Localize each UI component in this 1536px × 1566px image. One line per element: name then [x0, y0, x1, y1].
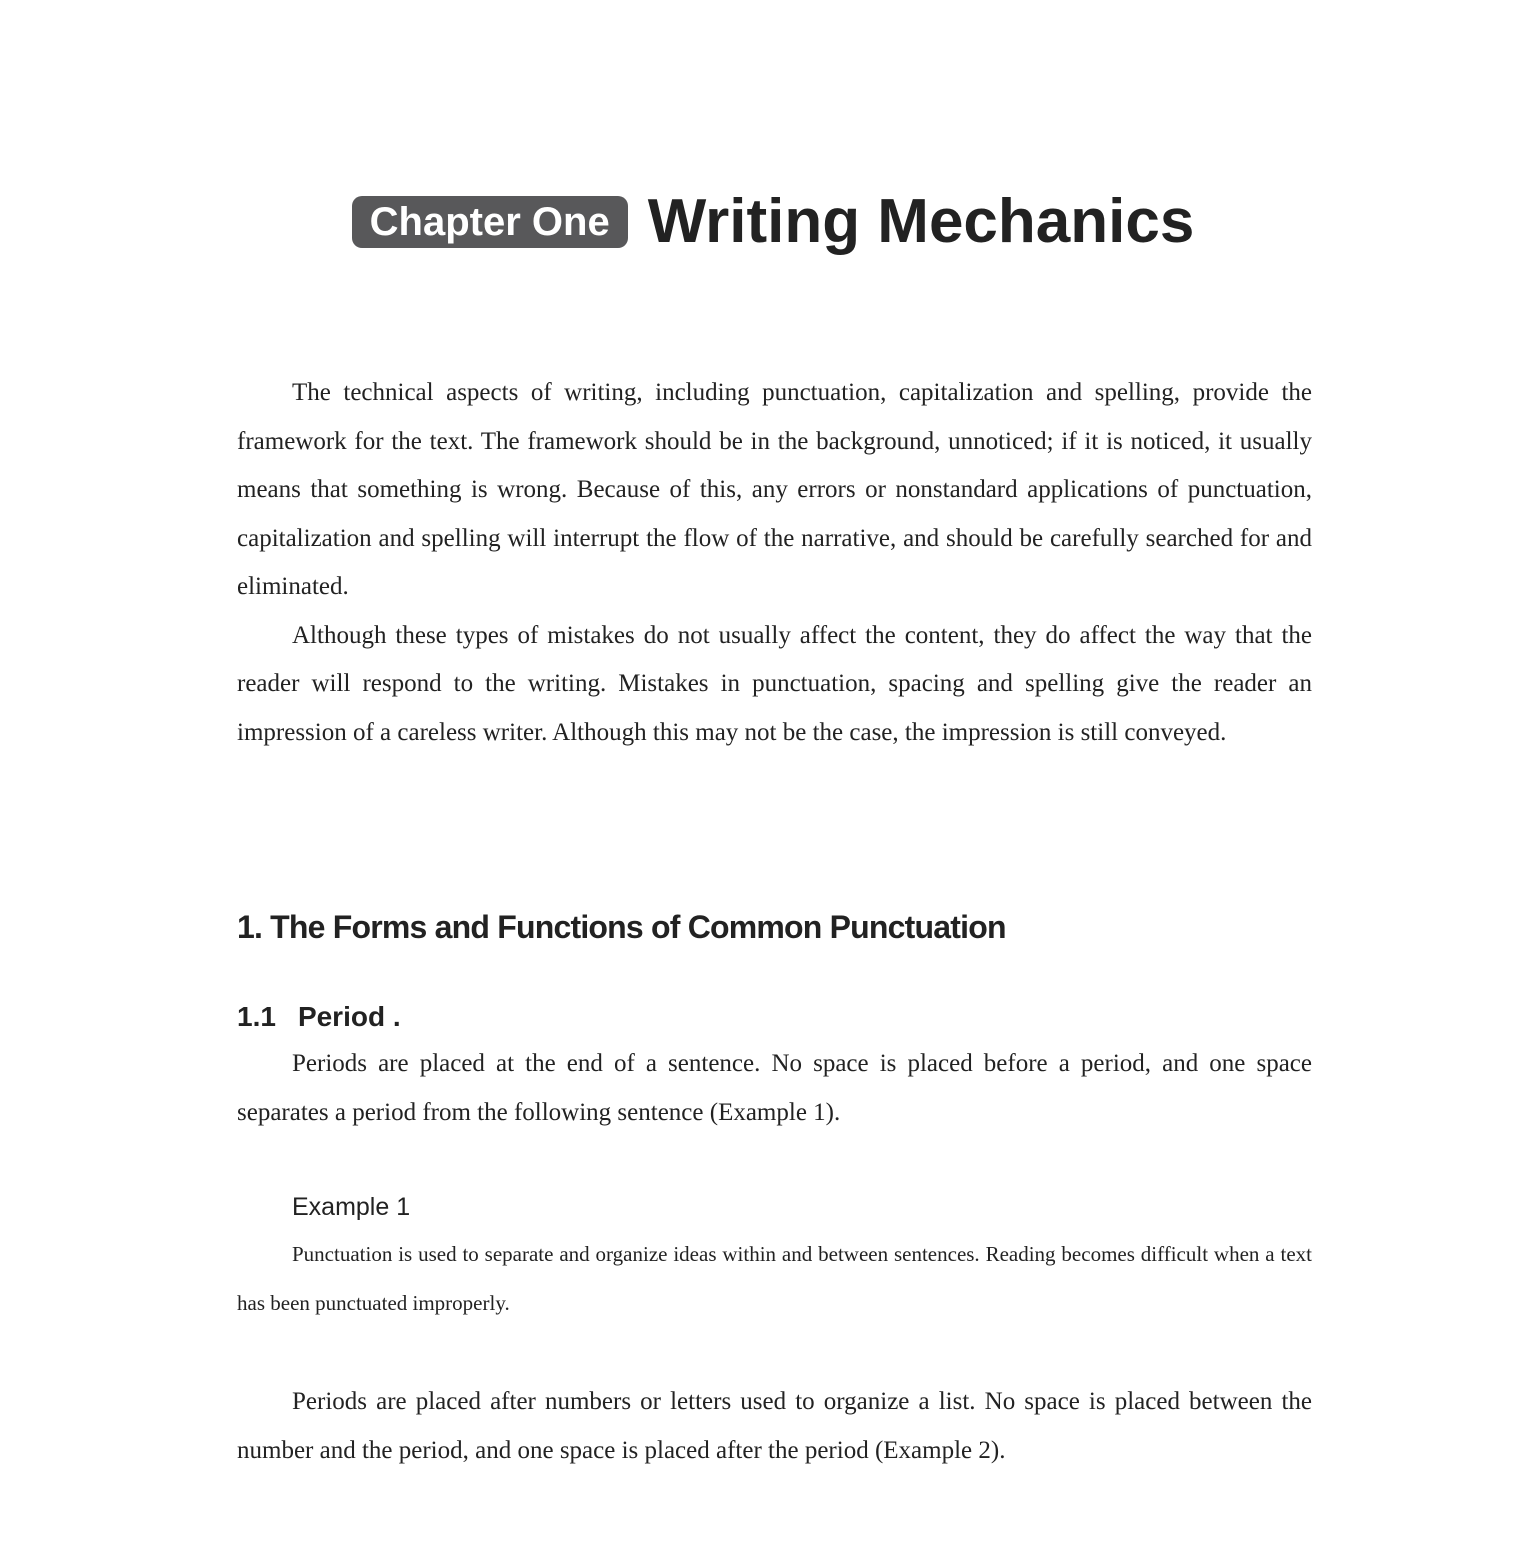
period-paragraph: Periods are placed at the end of a sentence. No space is placed before a period, and one space separates a period from the following sentence (Example 1). — [237, 1050, 1312, 1126]
intro-paragraph-2: Although these types of mistakes do not usually affect the content, they do affect the way that the reader will respond to the writing. Mistakes in punctuation, spacing and spelling give the reader an impression of a careless writer. Although this may not be the case, the impression is still conveyed. — [237, 621, 1312, 746]
period-section — [237, 1040, 1312, 1137]
example-text: Punctuation is used to separate and organize ideas within and between sentences. Reading becomes difficult when a text has been punctuated improperly. — [237, 1242, 1312, 1315]
chapter-heading — [0, 186, 1536, 258]
list-paragraph: Periods are placed after numbers or letters used to organize a list. No space is placed between the number and the period, and one space is placed after the period (Example 2). — [237, 1388, 1312, 1464]
chapter-title: Writing Mechanics — [647, 187, 1195, 256]
example-label: Example 1 — [292, 1193, 411, 1221]
chapter-badge: Chapter One — [352, 196, 628, 248]
section-title: 1. The Forms and Functions of Common Punctuation — [237, 909, 1006, 945]
intro-paragraph-1: The technical aspects of writing, including punctuation, capitalization and spelling, provide the framework for the text. The framework should be in the background, unnoticed; if it is noticed, it usually means that something is wrong. Because of this, any errors or nonstandard applications of punctuation, capitalization and spelling will interrupt the flow of the narrative, and should be carefully searched for and eliminated. — [237, 379, 1312, 600]
list-section — [237, 1378, 1312, 1475]
subsection-title — [237, 999, 401, 1035]
subsection-number: 1.1 — [237, 1001, 276, 1032]
intro-section — [237, 369, 1312, 757]
subsection-name: Period . — [297, 1001, 401, 1032]
